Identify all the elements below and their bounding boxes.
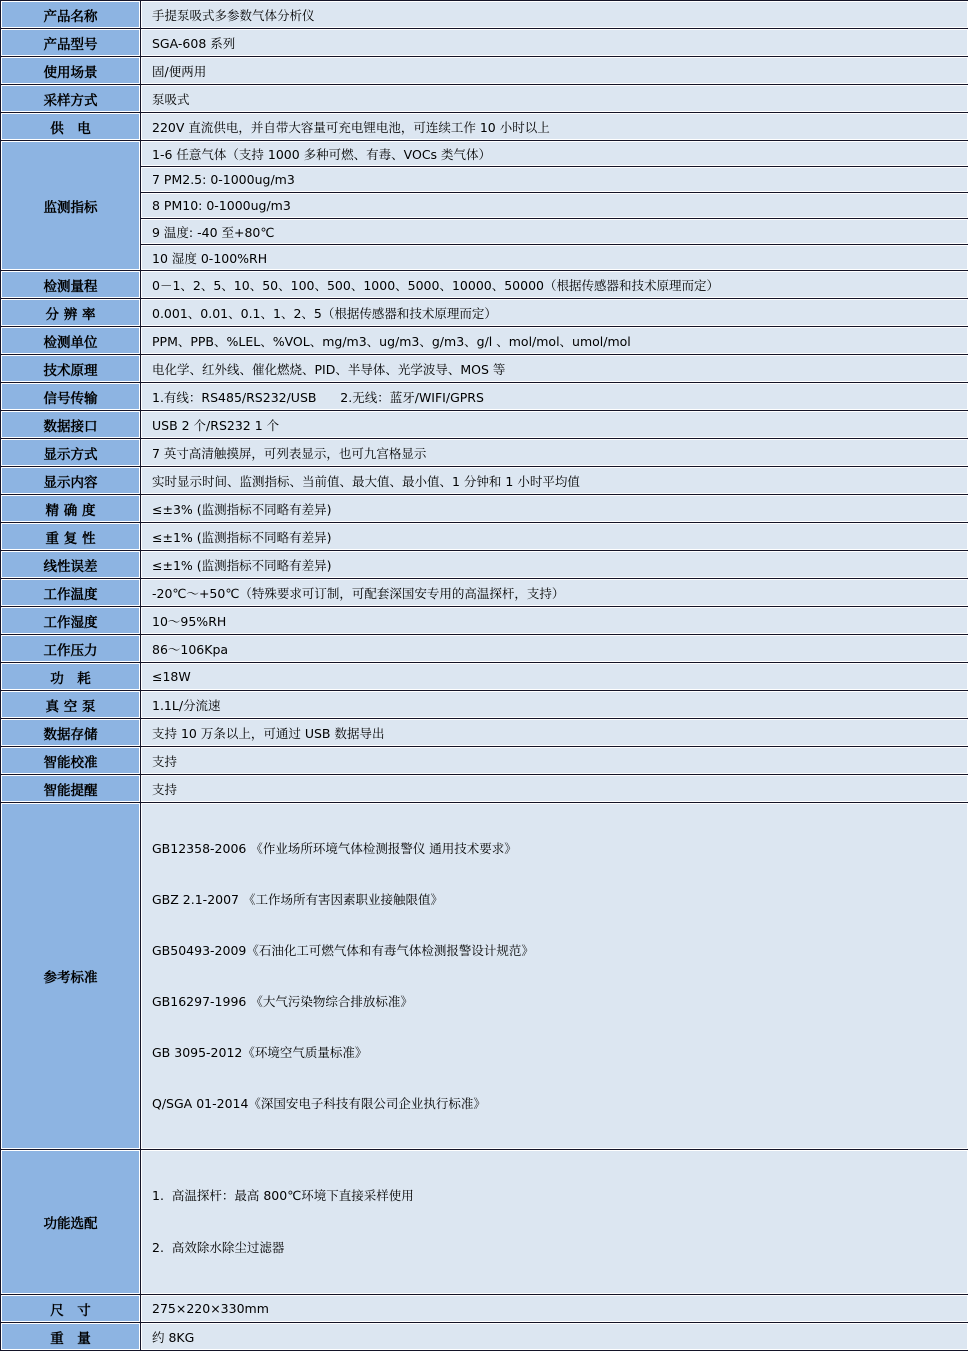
row-label: 智能校准 bbox=[1, 747, 141, 775]
row-value: 约 8KG bbox=[141, 1323, 968, 1351]
row-value: 86～106Kpa bbox=[141, 635, 968, 663]
row-label: 数据接口 bbox=[1, 411, 141, 439]
row-label: 工作湿度 bbox=[1, 607, 141, 635]
row-label: 显示方式 bbox=[1, 439, 141, 467]
table-row bbox=[1, 607, 968, 635]
row-value: 支持 bbox=[141, 775, 968, 803]
row-label: 功 耗 bbox=[1, 663, 141, 691]
row-label: 数据存储 bbox=[1, 719, 141, 747]
spec-line: GB12358-2006 《作业场所环境气体检测报警仪 通用技术要求》 bbox=[152, 838, 960, 859]
table-row bbox=[1, 635, 968, 663]
table-row bbox=[1, 691, 968, 719]
row-value: PPM、PPB、%LEL、%VOL、mg/m3、ug/m3、g/m3、g/l 、mol/mol、umol/mol bbox=[141, 327, 968, 355]
row-value: 固/便两用 bbox=[141, 57, 968, 85]
table-row bbox=[1, 355, 968, 383]
table-row bbox=[1, 167, 968, 193]
row-value: 手提泵吸式多参数气体分析仪 bbox=[141, 1, 968, 29]
table-row bbox=[1, 141, 968, 167]
row-value: ≤±1% (监测指标不同略有差异) bbox=[141, 523, 968, 551]
row-value: 支持 10 万条以上，可通过 USB 数据导出 bbox=[141, 719, 968, 747]
table-row bbox=[1, 663, 968, 691]
row-value: 275×220×330mm bbox=[141, 1295, 968, 1323]
spec-line: GBZ 2.1-2007 《工作场所有害因素职业接触限值》 bbox=[152, 889, 960, 910]
row-label: 线性误差 bbox=[1, 551, 141, 579]
row-value: 实时显示时间、监测指标、当前值、最大值、最小值、1 分钟和 1 小时平均值 bbox=[141, 467, 968, 495]
row-label: 重 复 性 bbox=[1, 523, 141, 551]
table-row bbox=[1, 495, 968, 523]
row-value: 电化学、红外线、催化燃烧、PID、半导体、光学波导、MOS 等 bbox=[141, 355, 968, 383]
table-row bbox=[1, 411, 968, 439]
table-row bbox=[1, 1323, 968, 1351]
row-label: 分 辨 率 bbox=[1, 299, 141, 327]
table-row bbox=[1, 803, 968, 1150]
row-value: 8 PM10: 0-1000ug/m3 bbox=[141, 193, 968, 219]
row-value: 7 PM2.5: 0-1000ug/m3 bbox=[141, 167, 968, 193]
table-row bbox=[1, 1295, 968, 1323]
table-row bbox=[1, 245, 968, 271]
row-value: 0－1、2、5、10、50、100、500、1000、5000、10000、50000（根据传感器和技术原理而定） bbox=[141, 271, 968, 299]
row-label: 智能提醒 bbox=[1, 775, 141, 803]
row-value: ≤±3% (监测指标不同略有差异) bbox=[141, 495, 968, 523]
row-value: USB 2 个/RS232 1 个 bbox=[141, 411, 968, 439]
spec-line: GB16297-1996 《大气污染物综合排放标准》 bbox=[152, 991, 960, 1012]
spec-line: 1. 高温探杆：最高 800℃环境下直接采样使用 bbox=[152, 1185, 960, 1207]
row-label: 采样方式 bbox=[1, 85, 141, 113]
row-value: ≤±1% (监测指标不同略有差异) bbox=[141, 551, 968, 579]
spec-line: Q/SGA 01-2014《深国安电子科技有限公司企业执行标准》 bbox=[152, 1093, 960, 1114]
row-label: 功能选配 bbox=[1, 1150, 141, 1295]
row-value: 220V 直流供电，并自带大容量可充电锂电池，可连续工作 10 小时以上 bbox=[141, 113, 968, 141]
spec-line: 2. 高效除水除尘过滤器 bbox=[152, 1237, 960, 1259]
row-value: 1.1L/分流速 bbox=[141, 691, 968, 719]
table-row bbox=[1, 29, 968, 57]
row-label: 供 电 bbox=[1, 113, 141, 141]
row-label: 产品名称 bbox=[1, 1, 141, 29]
row-value: 1.有线：RS485/RS232/USB 2.无线：蓝牙/WIFI/GPRS bbox=[141, 383, 968, 411]
table-row bbox=[1, 747, 968, 775]
table-row bbox=[1, 193, 968, 219]
row-value: ≤18W bbox=[141, 663, 968, 691]
row-value: 支持 bbox=[141, 747, 968, 775]
row-value: 泵吸式 bbox=[141, 85, 968, 113]
row-label: 产品型号 bbox=[1, 29, 141, 57]
row-label: 显示内容 bbox=[1, 467, 141, 495]
row-label: 尺 寸 bbox=[1, 1295, 141, 1323]
table-row bbox=[1, 467, 968, 495]
table-row bbox=[1, 383, 968, 411]
row-value: 1-6 任意气体（支持 1000 多种可燃、有毒、VOCs 类气体） bbox=[141, 141, 968, 167]
table-row bbox=[1, 271, 968, 299]
table-row bbox=[1, 299, 968, 327]
table-row bbox=[1, 1, 968, 29]
row-label: 工作压力 bbox=[1, 635, 141, 663]
row-value: SGA-608 系列 bbox=[141, 29, 968, 57]
table-row bbox=[1, 85, 968, 113]
row-label: 信号传输 bbox=[1, 383, 141, 411]
row-label: 技术原理 bbox=[1, 355, 141, 383]
row-value: -20℃～+50℃（特殊要求可订制，可配套深国安专用的高温探杆，支持） bbox=[141, 579, 968, 607]
row-label: 真 空 泵 bbox=[1, 691, 141, 719]
row-value: 10～95%RH bbox=[141, 607, 968, 635]
row-label: 检测单位 bbox=[1, 327, 141, 355]
row-value: 10 湿度 0-100%RH bbox=[141, 245, 968, 271]
table-row bbox=[1, 219, 968, 245]
table-row bbox=[1, 1150, 968, 1295]
table-row bbox=[1, 775, 968, 803]
row-label: 使用场景 bbox=[1, 57, 141, 85]
row-label: 参考标准 bbox=[1, 803, 141, 1150]
row-label: 工作温度 bbox=[1, 579, 141, 607]
table-row bbox=[1, 57, 968, 85]
row-label: 监测指标 bbox=[1, 141, 141, 271]
row-label: 重 量 bbox=[1, 1323, 141, 1351]
row-value: 0.001、0.01、0.1、1、2、5（根据传感器和技术原理而定） bbox=[141, 299, 968, 327]
table-row bbox=[1, 523, 968, 551]
row-value bbox=[141, 1150, 968, 1295]
table-row bbox=[1, 327, 968, 355]
row-value bbox=[141, 803, 968, 1150]
row-label: 精 确 度 bbox=[1, 495, 141, 523]
spec-line: GB 3095-2012《环境空气质量标准》 bbox=[152, 1042, 960, 1063]
spec-line: GB50493-2009《石油化工可燃气体和有毒气体检测报警设计规范》 bbox=[152, 940, 960, 961]
table-row bbox=[1, 439, 968, 467]
row-value: 7 英寸高清触摸屏，可列表显示，也可九宫格显示 bbox=[141, 439, 968, 467]
row-label: 检测量程 bbox=[1, 271, 141, 299]
table-row bbox=[1, 579, 968, 607]
row-value: 9 温度: -40 至+80℃ bbox=[141, 219, 968, 245]
table-row bbox=[1, 719, 968, 747]
table-row bbox=[1, 551, 968, 579]
table-row bbox=[1, 113, 968, 141]
